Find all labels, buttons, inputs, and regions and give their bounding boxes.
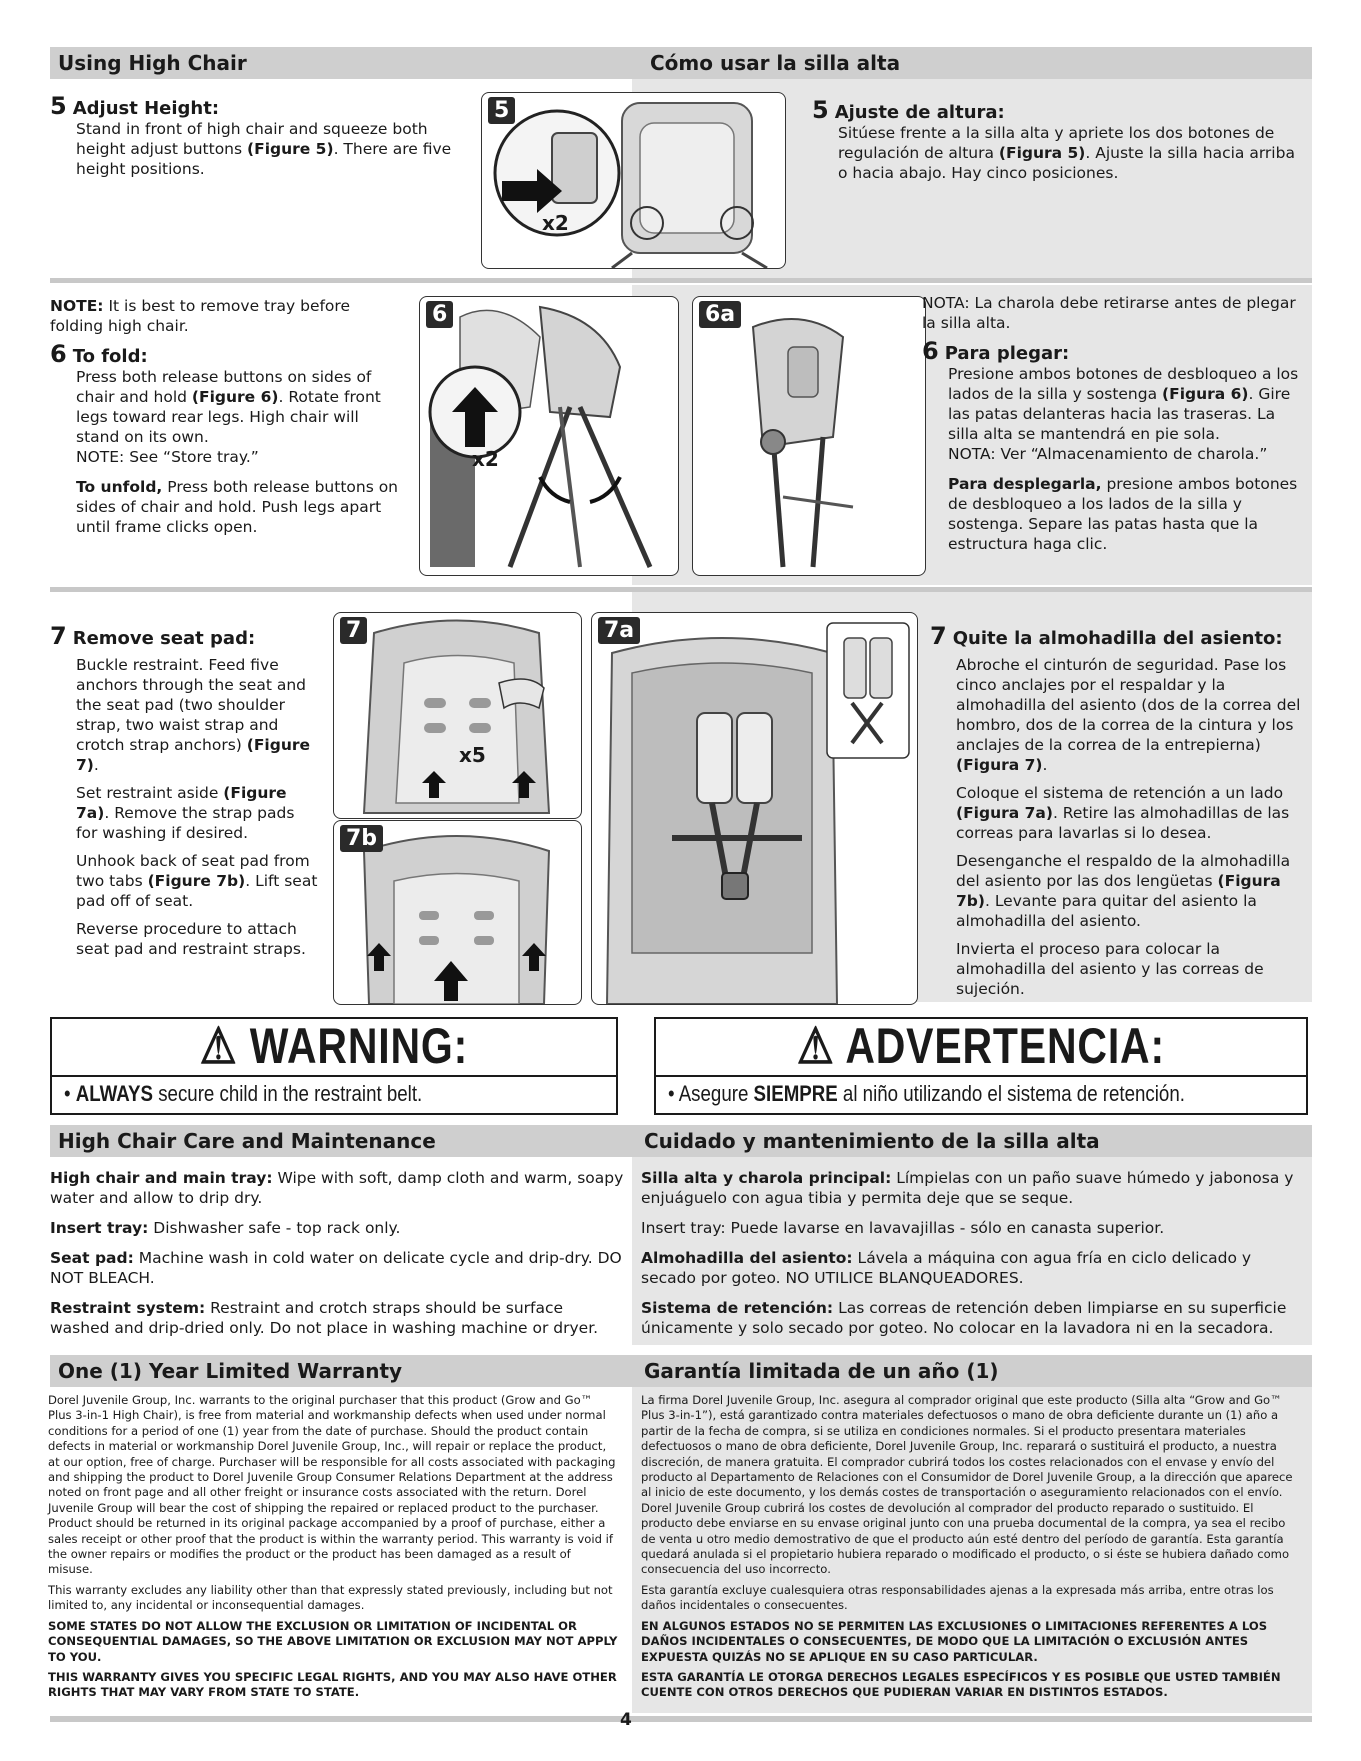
figure-6a [692, 296, 926, 576]
step7-p3-en: Unhook back of seat pad from two tabs (Figure 7b). Lift seat pad off of seat. [76, 852, 318, 910]
care-item-en: Seat pad: Machine wash in cold water on delicate cycle and drip-dry. DO NOT BLEACH. [50, 1249, 622, 1287]
step7-p4-es: Invierta el proceso para colocar la almohadilla del asiento y las correas de sujeción. [956, 940, 1264, 998]
step5-es: 5 Ajuste de altura: Sitúese frente a la silla alta y apriete los dos botones de regulación de altura (Figura 5). Ajuste la silla hacia arriba o hacia abajo. Hay cinco posiciones. [812, 100, 1307, 183]
step6-body-en: Press both release buttons on sides of chair and hold (Figure 6). Rotate front legs toward rear legs. High chair will stand on its own. [76, 368, 381, 446]
figure-7 [333, 612, 582, 819]
care-item-es: Silla alta y charola principal: Límpielas con un paño suave húmedo y jabonosa y enjuáguelo con agua tibia y permita deje que se seque. [641, 1169, 1294, 1207]
care-item-en: Restraint system: Restraint and crotch straps should be surface washed and drip-dried only. Do not place in washing machine or dryer. [50, 1299, 599, 1337]
warning-divider-en [52, 1075, 616, 1077]
step5-en [50, 92, 470, 179]
step7-p4-en: Reverse procedure to attach seat pad and restraint straps. [76, 920, 306, 958]
figure-6a-illustration [693, 297, 925, 575]
step7-en [50, 622, 320, 967]
step7-number: 7 [50, 622, 67, 650]
figure-7-mark: x5 [459, 743, 486, 767]
step6-title-es: Para plegar: [944, 343, 1070, 364]
figure-7-illustration [334, 613, 581, 818]
divider-1 [50, 278, 1312, 283]
care-item-es: Almohadilla del asiento: Lávela a máquina con agua fría en ciclo delicado y secado por goteo. NO UTILICE BLANQUEADORES. [641, 1249, 1252, 1287]
warranty-en-p1: Dorel Juvenile Group, Inc. warrants to the original purchaser that this product (Grow and Go™ Plus 3-in-1 High Chair), is free from material and workmanship defects when used under normal conditions for a period of one (1) year from the date of purchase. Should the product contain defects in material or workmanship Dorel Juvenile Group, Inc., will repair or replace the product, at our option, free of charge. Purchaser will be responsible for all costs associated with packaging and shipping the product to Dorel Juvenile Group Consumer Relations Department at the address noted on front page and all other freight or insurance costs associated with the return. Dorel Juvenile Group will bear the cost of shipping the repaired or replaced product to the purchaser. Product should be returned in its original package accompanied by a proof of purchase, either a sales receipt or other proof that the product is within the warranty period. This warranty is void if the owner repairs or modifies the product or the product has been damaged as a result of misuse. [48, 1393, 616, 1577]
divider-bottom [50, 1716, 1312, 1722]
section-header-using-en: Using High Chair [50, 47, 632, 79]
care-list-es [641, 1168, 1309, 1348]
step6-unfold-es: Para desplegarla, presione ambos botones de desbloqueo a los lados de la silla y sostenga. Separe las patas hasta que la estructura haga clic. [948, 475, 1298, 553]
step6-note-en: NOTE: It is best to remove tray before folding high chair. [50, 297, 350, 335]
section-header-care-en: High Chair Care and Maintenance [50, 1125, 632, 1157]
step6-note2-es: NOTA: Ver “Almacenamiento de charola.” [948, 445, 1268, 463]
warranty-es-p1: La firma Dorel Juvenile Group, Inc. asegura al comprador original que este producto (Silla alta “Grow and Go™ Plus 3-in-1”), está garantizado contra materiales defectuosos o mano de obra deficiente durante un (1) año a partir de la fecha de compra, si se utiliza en condiciones normales. Si el producto presentara materiales defectuosos o mano de obra deficiente, Dorel Juvenile Group, Inc. reparará o sustituirá el producto, a nuestra discreción, de manera gratuita. El comprador cubrirá todos los costes relacionados con el envase y envío del producto al Departamento de Relaciones con el Consumidor de Dorel Juvenile Group, a la dirección que aparece al inicio de este documento, y los demás costes de transportación o aseguramiento relacionados con el envío. Dorel Juvenile Group cubrirá los costes de devolución al comprador del producto reparado o sustituido. El producto debe enviarse en su envase original junto con una prueba documental de la compra, ya sea el recibo de venta u otro medio demostrativo de que el producto aún esté dentro del período de garantía. Esta garantía quedará anulada si el propietario hubiera reparado o modificado el producto, o si éste se hubiera dañado como consecuencia del uso incorrecto. [641, 1393, 1293, 1577]
step5-number: 5 [50, 92, 67, 120]
section-header-care-es: Cuidado y mantenimiento de la silla alta [632, 1125, 1312, 1157]
warning-box-es [654, 1017, 1308, 1115]
figure-6-illustration [420, 297, 678, 575]
step5-title-en: Adjust Height: [72, 98, 220, 119]
section-header-warranty-en: One (1) Year Limited Warranty [50, 1355, 632, 1387]
figure-7a-illustration [592, 613, 917, 1004]
warranty-en-p3: SOME STATES DO NOT ALLOW THE EXCLUSION OR LIMITATION OF INCIDENTAL OR CONSEQUENTIAL DAMAGES, SO THE ABOVE LIMITATION OR EXCLUSION MAY NOT APPLY TO YOU. [48, 1618, 618, 1664]
warning-text-es: • Asegure SIEMPRE al niño utilizando el sistema de retención. [668, 1081, 1185, 1106]
step7-es: 7 Quite la almohadilla del asiento: Abroche el cinturón de seguridad. Pase los cinco anclajes por el respaldar y la almohadilla del asiento (dos de la correa del hombro, dos de la correa de la cintura y los anclajes de la correa de la entrepierna) (Figura 7). Coloque el sistema de retención a un lado (Figura 7a). Retire las almohadillas de las correas para lavarlas si lo desea. Desenganche el respaldo de la almohadilla del asiento por las dos lengüetas (Figura 7b). Levante para quitar del asiento la almohadilla del asiento. Invierta el proceso para colocar la almohadilla del asiento y las correas de sujeción. [930, 626, 1310, 1007]
page-number: 4 [620, 1710, 632, 1730]
step6-en [50, 296, 405, 537]
step7-p2-en: Set restraint aside (Figure 7a). Remove the strap pads for washing if desired. [76, 784, 295, 842]
section-header-using-es: Cómo usar la silla alta [632, 47, 1312, 79]
step6-title-en: To fold: [72, 346, 148, 367]
figure-5-mark: x2 [542, 211, 569, 235]
step7-p2-es: Coloque el sistema de retención a un lado (Figura 7a). Retire las almohadillas de las correas para lavarlas si lo desea. [956, 784, 1290, 842]
step7-p1-es: Abroche el cinturón de seguridad. Pase los cinco anclajes por el respaldar y la almohadilla del asiento (dos de la correa del hombro, dos de la correa de la cintura y los anclajes de la correa de la entrepierna) (Figura 7). [956, 656, 1301, 774]
step7-p3-es: Desenganche el respaldo de la almohadilla del asiento por las dos lengüetas (Figura 7b). Levante para quitar del asiento la almohadilla del asiento. [956, 852, 1291, 930]
warning-text-en: • ALWAYS secure child in the restraint belt. [64, 1081, 423, 1106]
care-item-es: Insert tray: Puede lavarse en lavavajillas - sólo en canasta superior. [641, 1219, 1165, 1237]
step5-body-en: Stand in front of high chair and squeeze both height adjust buttons (Figure 5). There are five height positions. [76, 120, 452, 178]
warning-title-es: ⚠ ADVERTENCIA: [797, 1018, 1165, 1074]
figure-7-label: 7 [340, 617, 367, 644]
warning-title-en: ⚠ WARNING: [199, 1018, 469, 1074]
warning-divider-es [656, 1075, 1306, 1077]
step5-body-es: Sitúese frente a la silla alta y apriete los dos botones de regulación de altura (Figura 5). Ajuste la silla hacia arriba o hacia abajo. Hay cinco posiciones. [838, 124, 1295, 182]
step7-title-es: Quite la almohadilla del asiento: [952, 628, 1283, 649]
warranty-es [641, 1393, 1303, 1706]
step6-note2-en: NOTE: See “Store tray.” [76, 448, 259, 466]
figure-7b [333, 820, 582, 1005]
figure-7b-label: 7b [340, 825, 383, 852]
warranty-es-p3: EN ALGUNOS ESTADOS NO SE PERMITEN LAS EXCLUSIONES O LIMITACIONES REFERENTES A LOS DAÑOS INCIDENTALES O CONSECUENTES, DE MODO QUE LA LIMITACIÓN O EXCLUSIÓN ANTES EXPUESTA QUIZÁS NO SE APLIQUE EN SU CASO PARTICULAR. [641, 1618, 1268, 1664]
warranty-en-p4: THIS WARRANTY GIVES YOU SPECIFIC LEGAL RIGHTS, AND YOU MAY ALSO HAVE OTHER RIGHTS THAT MAY VARY FROM STATE TO STATE. [48, 1669, 617, 1700]
figure-6a-label: 6a [699, 301, 741, 328]
figure-7a [591, 612, 918, 1005]
figure-7a-label: 7a [598, 617, 640, 644]
step7-title-en: Remove seat pad: [72, 628, 256, 649]
warranty-es-p4: ESTA GARANTÍA LE OTORGA DERECHOS LEGALES ESPECÍFICOS Y ES POSIBLE QUE USTED TAMBIÉN CUENTE CON OTROS DERECHOS QUE PUDIERAN VARIAR EN DISTINTOS ESTADOS. [641, 1669, 1281, 1700]
figure-6 [419, 296, 679, 576]
divider-2 [50, 587, 1312, 592]
care-list-en [50, 1168, 625, 1348]
care-item-en: High chair and main tray: Wipe with soft, damp cloth and warm, soapy water and allow to drip dry. [50, 1169, 624, 1207]
warning-box-en [50, 1017, 618, 1115]
step5-title-es: Ajuste de altura: [834, 102, 1005, 123]
warning-triangle-icon: ⚠ [199, 1018, 238, 1074]
figure-5-illustration [482, 93, 785, 268]
step6-unfold-en: To unfold, Press both release buttons on sides of chair and hold. Push legs apart until frame clicks open. [76, 478, 399, 536]
warranty-es-p2: Esta garantía excluye cualesquiera otras responsabilidades ajenas a la expresada más arriba, entre otras los daños incidentales o consecuentes. [641, 1582, 1274, 1613]
step6-note-es: NOTA: La charola debe retirarse antes de plegar la silla alta. [922, 294, 1296, 332]
step6-es: NOTA: La charola debe retirarse antes de plegar la silla alta. 6 Para plegar: Presione ambos botones de desbloqueo a los lados de la silla y sostenga (Figura 6). Gire las patas delanteras hacia las traseras. La silla alta se mantendrá en pie sola. NOTA: Ver “Almacenamiento de charola.” Para desplegarla, presione ambos botones de desbloqueo a los lados de la silla y sostenga. Separe las patas hasta que la estructura haga clic. [922, 293, 1307, 554]
section-header-warranty-es: Garantía limitada de un año (1) [632, 1355, 1312, 1387]
figure-6-label: 6 [426, 301, 453, 328]
step6-number: 6 [50, 340, 67, 368]
figure-5 [481, 92, 786, 269]
care-item-es: Sistema de retención: Las correas de retención deben limpiarse en su superficie únicamente y solo secado por goteo. No colocar en la lavadora ni en la secadora. [641, 1299, 1287, 1337]
warranty-en-p2: This warranty excludes any liability other than that expressly stated previously, including but not limited to, any incidental or inconsequential damages. [48, 1582, 613, 1613]
step6-body-es: Presione ambos botones de desbloqueo a los lados de la silla y sostenga (Figura 6). Gire las patas delanteras hacia las traseras. La silla alta se mantendrá en pie sola. [948, 365, 1299, 443]
step7-p1-en: Buckle restraint. Feed five anchors through the seat and the seat pad (two shoulder strap, two waist strap and crotch strap anchors) (Figure 7). [76, 656, 311, 774]
care-item-en: Insert tray: Dishwasher safe - top rack only. [50, 1219, 401, 1237]
warranty-en [48, 1393, 618, 1706]
warning-triangle-icon: ⚠ [797, 1018, 835, 1074]
figure-6-mark: x2 [472, 447, 499, 471]
figure-5-label: 5 [488, 97, 515, 124]
